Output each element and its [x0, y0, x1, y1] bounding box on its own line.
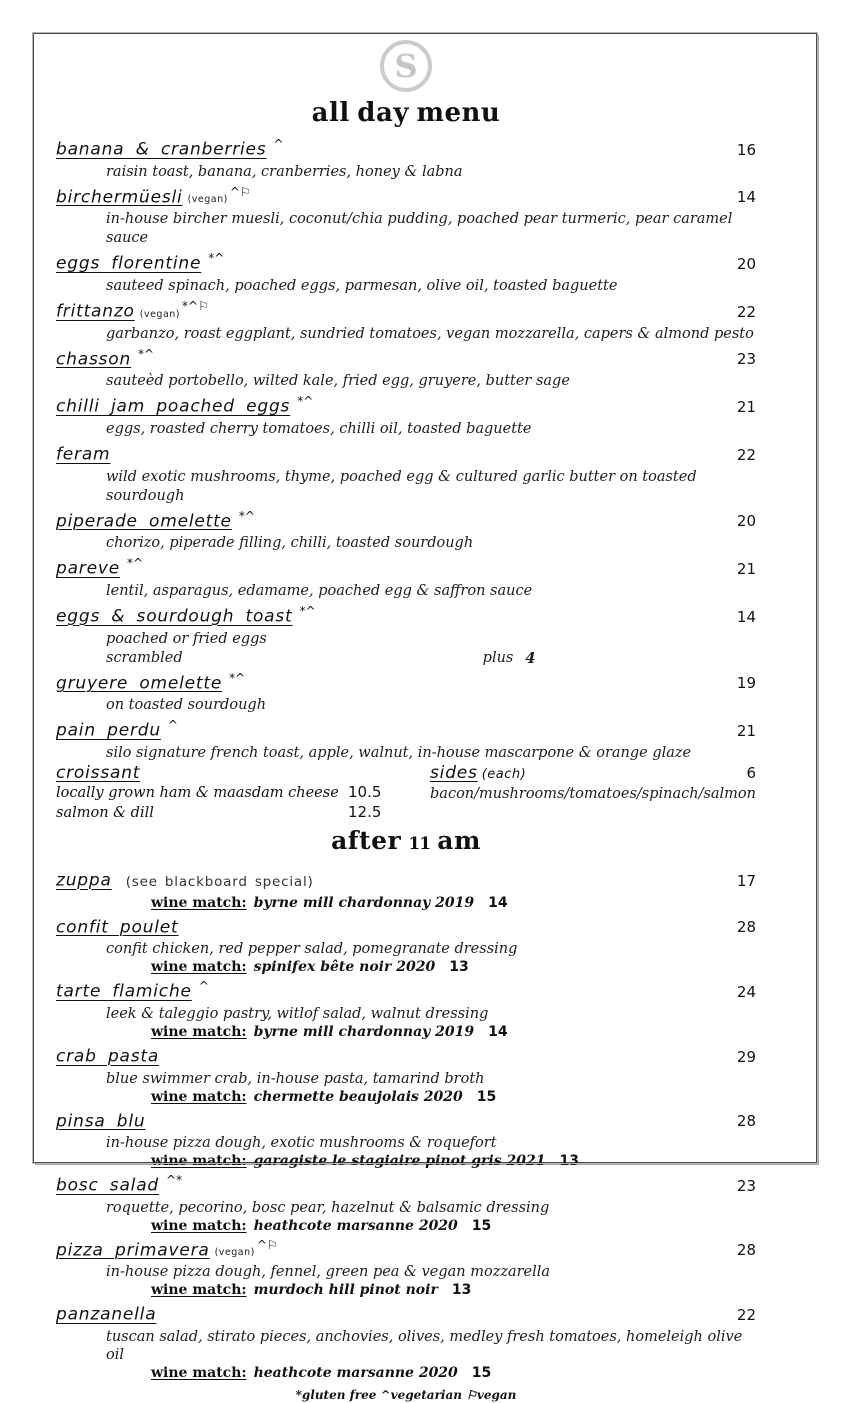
item-description: in-house bircher muesli, coconut/chia pudding, poached pear turmeric, pear caramel sauce [106, 211, 733, 247]
item-description: sauteèd portobello, wilted kale, fried egg, gruyere, butter sage [106, 373, 570, 390]
item-price: 16 [736, 140, 756, 159]
item-price: 22 [736, 302, 756, 321]
menu-item [56, 865, 756, 912]
sides-options: bacon/mushrooms/tomatoes/spinach/salmon [430, 785, 756, 802]
after-11-section [56, 865, 756, 1382]
item-price: 14 [736, 188, 756, 207]
item-markers: ^⚐ [229, 184, 251, 199]
item-price: 22 [736, 1306, 756, 1325]
wine-match [151, 1281, 756, 1299]
sides-price: 6 [746, 763, 756, 782]
menu-item: pizza primavera (vegan)^⚐ 28 in-house pizza dough, fennel, green pea & vegan mozzarella wine match: murdoch hill pinot noir 13 [56, 1237, 756, 1299]
logo-letter: S [394, 47, 418, 85]
menu-item [56, 912, 756, 977]
item-name: pinsa blu [56, 1111, 146, 1132]
plus-label: plus [482, 649, 514, 666]
wine-match [151, 958, 756, 976]
wine-price: 14 [488, 894, 508, 911]
item-description: sauteed spinach, poached eggs, parmesan, olive oil, toasted baguette [106, 277, 618, 294]
item-description: wild exotic mushrooms, thyme, poached egg & cultured garlic butter on toasted sourdough [106, 468, 697, 504]
menu-item [56, 182, 756, 249]
item-price: 17 [736, 871, 756, 890]
item-description: in-house pizza dough, fennel, green pea & vegan mozzarella [106, 1264, 551, 1281]
menu-item [56, 391, 756, 439]
wine-price: 15 [476, 1088, 497, 1105]
wine-name: garagiste le stagiaire pinot gris 2021 [253, 1153, 546, 1170]
item-name: feram [56, 444, 111, 465]
item-name: chilli jam poached eggs [56, 396, 291, 417]
item-name: confit poulet [56, 917, 179, 938]
item-markers: *^ [238, 508, 255, 523]
plus-price: 4 [525, 649, 536, 667]
item-markers: *^ [138, 346, 155, 361]
wine-match-label: wine match: [151, 1282, 247, 1299]
wine-match-label: wine match: [151, 1088, 247, 1105]
item-name: croissant [56, 762, 141, 783]
item-price: 20 [736, 254, 756, 273]
item-name: piperade omelette [56, 511, 232, 532]
menu-item [56, 553, 756, 601]
wine-price: 14 [488, 1023, 508, 1040]
item-diet-note: (vegan) [187, 194, 228, 206]
wine-name: heathcote marsanne 2020 [253, 1217, 458, 1234]
wine-match [151, 1152, 756, 1170]
item-price: 21 [736, 397, 756, 416]
variant-name: salmon & dill [56, 804, 154, 821]
croissant-column [56, 763, 430, 823]
item-price: 14 [736, 607, 756, 626]
menu-item [56, 506, 756, 554]
scrambled-option: scrambled [106, 649, 183, 666]
wine-name: chermette beaujolais 2020 [253, 1088, 463, 1105]
after-11-title: after 11 am [331, 825, 481, 855]
wine-match [151, 1023, 756, 1041]
wine-match [151, 894, 756, 912]
item-description: confit chicken, red pepper salad, pomegranate dressing [106, 941, 518, 958]
item-name: gruyere omelette [56, 673, 223, 694]
item-name: pain perdu [56, 720, 161, 741]
item-price: 28 [736, 918, 756, 937]
item-name: pareve [56, 558, 120, 579]
item-markers: *^ [297, 394, 314, 409]
variant-price: 10.5 [348, 782, 382, 801]
menu-item [56, 134, 756, 182]
item-markers: *^ [208, 251, 225, 266]
item-name: tarte flamiche [56, 981, 192, 1002]
item-description: on toasted sourdough [106, 697, 267, 714]
sides-each-label: (each) [481, 766, 527, 782]
wine-match [151, 1364, 756, 1382]
croissant-variant-row [56, 803, 430, 823]
item-description: blue swimmer crab, in-house pasta, tamarind broth [106, 1070, 485, 1087]
blackboard-note: (see blackboard special) [125, 873, 314, 890]
item-name: pizza primavera [56, 1240, 210, 1261]
menu-item [56, 344, 756, 392]
restaurant-logo [380, 40, 432, 92]
item-markers: *^ [229, 670, 246, 685]
menu-item [56, 715, 756, 763]
item-price: 29 [736, 1047, 756, 1066]
item-name: banana & cranberries [56, 139, 267, 160]
menu-item [56, 248, 756, 296]
wine-match-label: wine match: [151, 894, 247, 911]
item-price: 24 [736, 982, 756, 1001]
item-price: 23 [736, 350, 756, 369]
menu-page [33, 33, 817, 1403]
item-description-line2 [106, 649, 756, 668]
menu-item [56, 439, 756, 506]
wine-name: heathcote marsanne 2020 [253, 1365, 458, 1382]
wine-price: 15 [471, 1217, 492, 1234]
item-price: 22 [736, 445, 756, 464]
item-description: leek & taleggio pastry, witlof salad, walnut dressing [106, 1005, 489, 1022]
dietary-legend: *gluten free ^vegetarian ⚐vegan [295, 1388, 517, 1403]
croissant-sides-block [56, 763, 756, 823]
menu-item [56, 1041, 756, 1106]
wine-price: 13 [449, 959, 469, 976]
wine-name: murdoch hill pinot noir [253, 1282, 438, 1299]
item-name: crab pasta [56, 1046, 160, 1067]
item-name: eggs florentine [56, 253, 202, 274]
wine-match [151, 1217, 756, 1235]
wine-price: 13 [559, 1153, 579, 1170]
item-name: chasson [56, 349, 132, 370]
wine-name: byrne mill chardonnay 2019 [253, 894, 475, 911]
item-price: 23 [736, 1176, 756, 1195]
item-description: garbanzo, roast eggplant, sundried tomatoes, vegan mozzarella, capers & almond pesto [106, 325, 754, 342]
item-description: lentil, asparagus, edamame, poached egg & saffron sauce [106, 582, 533, 599]
sides-title: sides [430, 762, 478, 783]
wine-name: spinifex bête noir 2020 [253, 959, 436, 976]
item-price: 28 [736, 1241, 756, 1260]
item-price: 20 [736, 512, 756, 531]
wine-match-label: wine match: [151, 1153, 247, 1170]
item-name: zuppa [56, 870, 112, 891]
wine-price: 15 [471, 1365, 492, 1382]
item-markers: *^ [299, 603, 316, 618]
item-description: silo signature french toast, apple, walnut, in-house mascarpone & orange glaze [106, 744, 692, 761]
wine-match-label: wine match: [151, 959, 247, 976]
item-name: eggs & sourdough toast [56, 606, 293, 627]
menu-item [56, 1106, 756, 1171]
wine-price: 13 [451, 1282, 472, 1299]
item-diet-note: (vegan) [139, 308, 181, 320]
item-name: birchermüesli [56, 187, 183, 208]
item-description: tuscan salad, stirato pieces, anchovies, olives, medley fresh tomatoes, homeleigh olive oil [106, 1329, 743, 1364]
sides-column [430, 763, 756, 823]
menu-item [56, 668, 756, 716]
item-name: panzanella [56, 1305, 157, 1326]
wine-match-label: wine match: [151, 1217, 247, 1234]
wine-match [151, 1088, 756, 1106]
variant-price: 12.5 [348, 802, 382, 821]
item-name: bosc salad [56, 1175, 160, 1196]
wine-name: byrne mill chardonnay 2019 [253, 1023, 475, 1040]
menu-item [56, 1299, 756, 1382]
all-day-menu-section [56, 134, 756, 823]
item-markers: ^ [167, 718, 178, 733]
variant-name: locally grown ham & maasdam cheese [56, 784, 339, 801]
item-description: in-house pizza dough, exotic mushrooms & roquefort [106, 1135, 497, 1152]
wine-match-label: wine match: [151, 1365, 247, 1382]
menu-item: tarte flamiche ^ 24 leek & taleggio pastry, witlof salad, walnut dressing wine match: byrne mill chardonnay 2019 14 [56, 979, 756, 1040]
menu-item [56, 296, 756, 344]
wine-match-label: wine match: [151, 1023, 247, 1040]
item-price: 21 [736, 721, 756, 740]
after-11-number: 11 [408, 833, 431, 854]
item-description: chorizo, piperade filling, chilli, toasted sourdough [106, 535, 474, 552]
item-description: roquette, pecorino, bosc pear, hazelnut & balsamic dressing [106, 1199, 550, 1216]
item-price: 21 [736, 559, 756, 578]
menu-item: bosc salad ^* 23 roquette, pecorino, bosc pear, hazelnut & balsamic dressing wine match: heathcote marsanne 2020 15 [56, 1173, 756, 1234]
item-price: 28 [736, 1112, 756, 1131]
item-description: poached or fried eggs [106, 630, 267, 647]
item-markers: *^⚐ [182, 298, 209, 313]
item-diet-note: (vegan) [214, 1247, 255, 1259]
menu-item [56, 601, 756, 668]
item-markers: ^ [273, 137, 284, 151]
all-day-menu-title: all day menu [311, 98, 501, 128]
item-description: eggs, roasted cherry tomatoes, chilli oil, toasted baguette [106, 420, 532, 437]
item-name: frittanzo [56, 301, 135, 322]
item-description: raisin toast, banana, cranberries, honey & labna [106, 163, 463, 180]
item-markers: *^ [126, 556, 144, 571]
item-price: 19 [736, 674, 756, 693]
croissant-variant-row [56, 783, 430, 803]
